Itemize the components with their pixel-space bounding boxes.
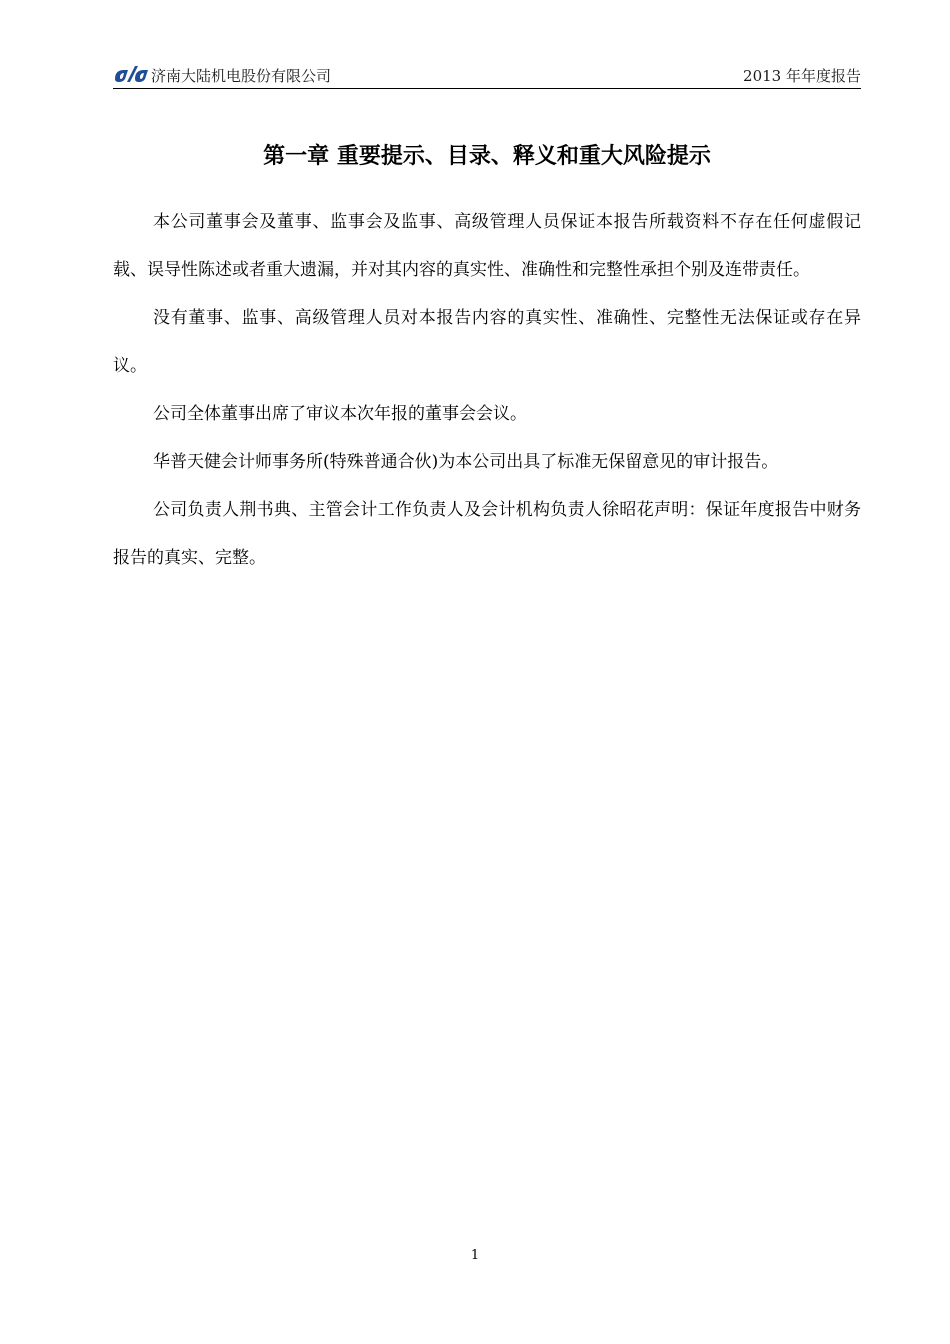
paragraph-board-attendance: 公司全体董事出席了审议本次年报的董事会会议。 — [153, 404, 527, 424]
paragraph-audit-opinion: 华普天健会计师事务所(特殊普通合伙)为本公司出具了标准无保留意见的审计报告。 — [153, 452, 779, 472]
company-name: 济南大陆机电股份有限公司 — [151, 67, 332, 85]
company-logo-icon — [113, 64, 153, 84]
paragraph-disclaimer: 本公司董事会及董事、监事会及监事、高级管理人员保证本报告所载资料不存在任何虚假记载、误导性陈述或者重大遗漏，并对其内容的真实性、准确性和完整性承担个别及连带责任。 — [113, 212, 861, 280]
page-number: 1 — [470, 1248, 480, 1263]
paragraph-no-objection: 没有董事、监事、高级管理人员对本报告内容的真实性、准确性、完整性无法保证或存在异议。 — [113, 308, 861, 376]
chapter-title: 第一章 重要提示、目录、释义和重大风险提示 — [263, 144, 711, 169]
paragraph-responsibility-statement: 公司负责人荆书典、主管会计工作负责人及会计机构负责人徐昭花声明：保证年度报告中财务报告的真实、完整。 — [113, 500, 861, 568]
report-name: 2013 年年度报告 — [743, 67, 861, 85]
page-header — [113, 62, 861, 89]
body-text — [113, 198, 861, 582]
